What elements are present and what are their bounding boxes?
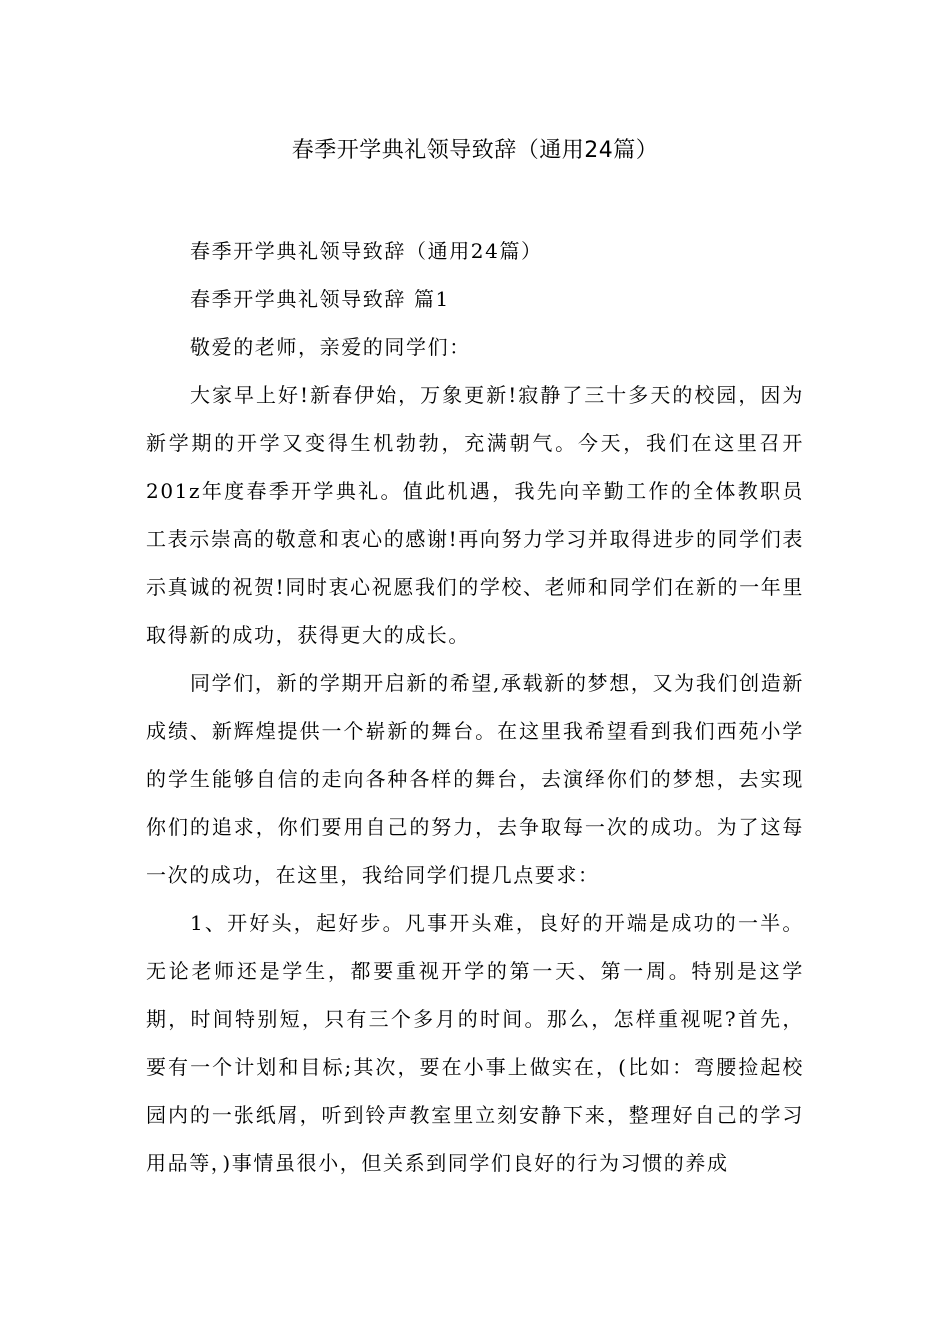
subtitle-paragraph: 春季开学典礼领导致辞（通用24篇）: [190, 239, 543, 263]
salutation-paragraph: 敬爱的老师，亲爱的同学们：: [190, 335, 471, 359]
section-heading: 春季开学典礼领导致辞 篇1: [190, 287, 450, 311]
body-paragraph: 1、开好头，起好步。凡事开头难，良好的开端是成功的一半。无论老师还是学生，都要重视开学的第一天、第一周。特别是这学期，时间特别短，只有三个多月的时间。那么，怎样重视呢?首先，要有一个计划和目标;其次，要在小事上做实在，(比如：弯腰捡起校园内的一张纸屑，听到铃声教室里立刻安静下来，整理好自己的学习用品等，)事情虽很小，但关系到同学们良好的行为习惯的养成: [146, 911, 804, 1175]
document-body: [146, 227, 804, 1187]
document-title: 春季开学典礼领导致辞（通用24篇）: [291, 138, 659, 163]
body-paragraph: 大家早上好!新春伊始，万象更新!寂静了三十多天的校园，因为新学期的开学又变得生机勃勃，充满朝气。今天，我们在这里召开201z年度春季开学典礼。值此机遇，我先向辛勤工作的全体教职员工表示崇高的敬意和衷心的感谢!再向努力学习并取得进步的同学们表示真诚的祝贺!同时衷心祝愿我们的学校、老师和同学们在新的一年里取得新的成功，获得更大的成长。: [146, 383, 804, 647]
body-paragraph: 同学们，新的学期开启新的希望,承载新的梦想，又为我们创造新成绩、新辉煌提供一个崭新的舞台。在这里我希望看到我们西苑小学的学生能够自信的走向各种各样的舞台，去演绎你们的梦想，去实现你们的追求，你们要用自己的努力，去争取每一次的成功。为了这每一次的成功，在这里，我给同学们提几点要求：: [146, 671, 804, 887]
